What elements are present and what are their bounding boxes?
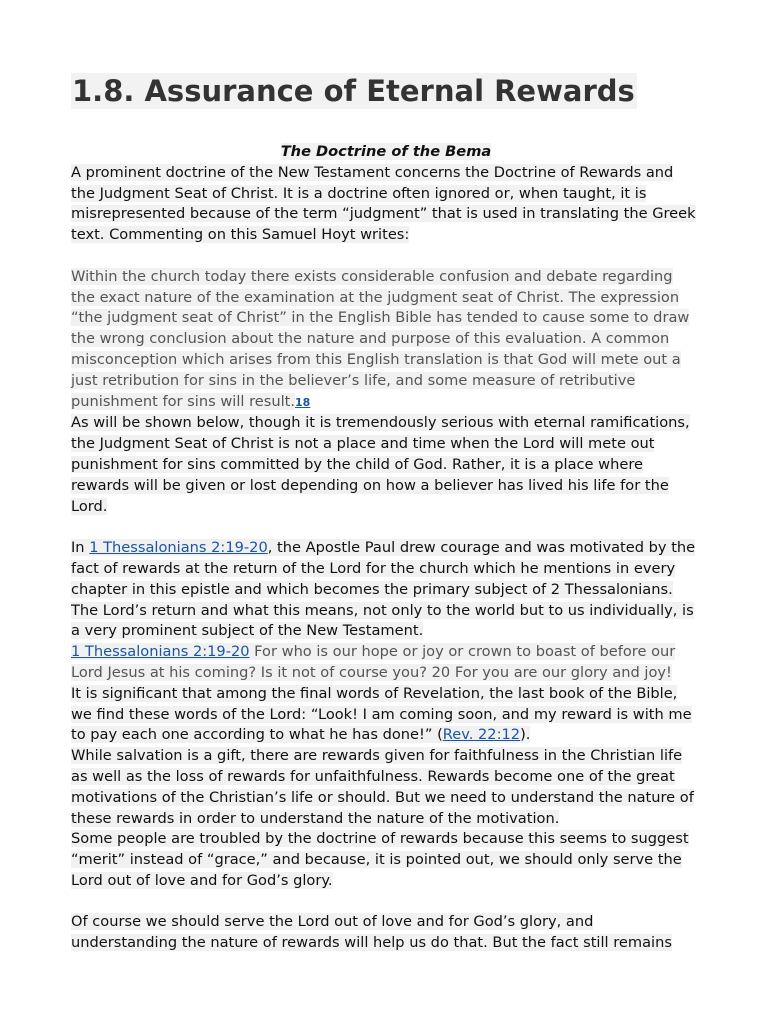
paragraph-text: It is significant that among the final words of Revelation, the last book of the Bible, we find these words of the Lord: “Look! I am coming soon, and my reward is with me to pay each one according to what he has done!” ( xyxy=(71,684,692,744)
document-body xyxy=(71,142,701,954)
paragraph-text: , the Apostle Paul drew courage and was motivated by the fact of rewards at the return of the Lord for the church which he mentions in every chapter in this epistle and which becomes the primary subject of 2 Thessalonians. The Lord’s return and what this means, not only to the world but to us individually, is a very prominent subject of the New Testament. xyxy=(71,539,696,640)
footnote-link[interactable]: 18 xyxy=(295,395,311,409)
page-title: 1.8. Assurance of Eternal Rewards xyxy=(72,74,635,108)
paragraph-merit-text: Some people are troubled by the doctrine of rewards because this seems to suggest “merit” instead of “grace,” and because, it is pointed out, we should only serve the Lord out of love and for God’s glory. xyxy=(71,830,689,889)
scripture-quote xyxy=(71,642,701,684)
paragraph-intro-text: A prominent doctrine of the New Testament concerns the Doctrine of Rewards and the Judgment Seat of Christ. It is a doctrine often ignored or, when taught, it is misrepresented because of the term “judgment” that is used in translating the Greek text. Commenting on this Samuel Hoyt writes: xyxy=(71,163,696,244)
paragraph-salvation xyxy=(71,746,701,829)
block-quote-hoyt xyxy=(71,267,701,414)
paragraph-love-text: Of course we should serve the Lord out of love and for God’s glory, and understanding the nature of rewards will help us do that. But the fact still remains xyxy=(71,913,672,952)
scripture-link-1thess[interactable]: 1 Thessalonians 2:19-20 xyxy=(89,539,268,557)
paragraph-judgment-seat xyxy=(71,413,701,517)
block-quote-hoyt-text: Within the church today there exists considerable confusion and debate regarding the exact nature of the examination at the judgment seat of Christ. The expression “the judgment seat of Christ” in the English Bible has tended to cause some to draw the wrong conclusion about the nature and purpose of this evaluation. A common misconception which arises from this English translation is that God will mete out a just retribution for sins in the believer’s life, and some measure of retributive punishment for sins will result. xyxy=(71,267,690,410)
paragraph-intro xyxy=(71,163,701,246)
spacer xyxy=(71,892,701,913)
paragraph-text: In xyxy=(71,539,90,557)
scripture-quote-text: For who is our hope or joy or crown to boast of before our Lord Jesus at his coming? Is it not of course you? 20 For you are our glory and joy! xyxy=(71,643,676,681)
paragraph-merit xyxy=(71,829,701,891)
subheading-text: The Doctrine of the Bema xyxy=(280,143,492,160)
paragraph-thessalonians xyxy=(71,538,701,642)
spacer xyxy=(71,517,701,538)
paragraph-text: ). xyxy=(520,726,531,744)
scripture-link-1thess-quote[interactable]: 1 Thessalonians 2:19-20 xyxy=(71,643,250,661)
spacer xyxy=(71,246,701,267)
paragraph-salvation-text: While salvation is a gift, there are rewards given for faithfulness in the Christian life as well as the loss of rewards for unfaithfulness. Rewards become one of the great motivations of the Christian’s life or should. But we need to understand the nature of these rewards in order to understand the nature of the motivation. xyxy=(71,747,694,827)
paragraph-revelation xyxy=(71,684,701,746)
paragraph-love xyxy=(71,912,701,954)
paragraph-judgment-seat-text: As will be shown below, though it is tremendously serious with eternal ramifications, the Judgment Seat of Christ is not a place and time when the Lord will mete out punishment for sins committed by the child of God. Rather, it is a place where rewards will be given or lost depending on how a believer has lived his life for the Lord. xyxy=(71,414,690,515)
subheading xyxy=(71,142,701,163)
scripture-link-rev[interactable]: Rev. 22:12 xyxy=(442,726,521,744)
